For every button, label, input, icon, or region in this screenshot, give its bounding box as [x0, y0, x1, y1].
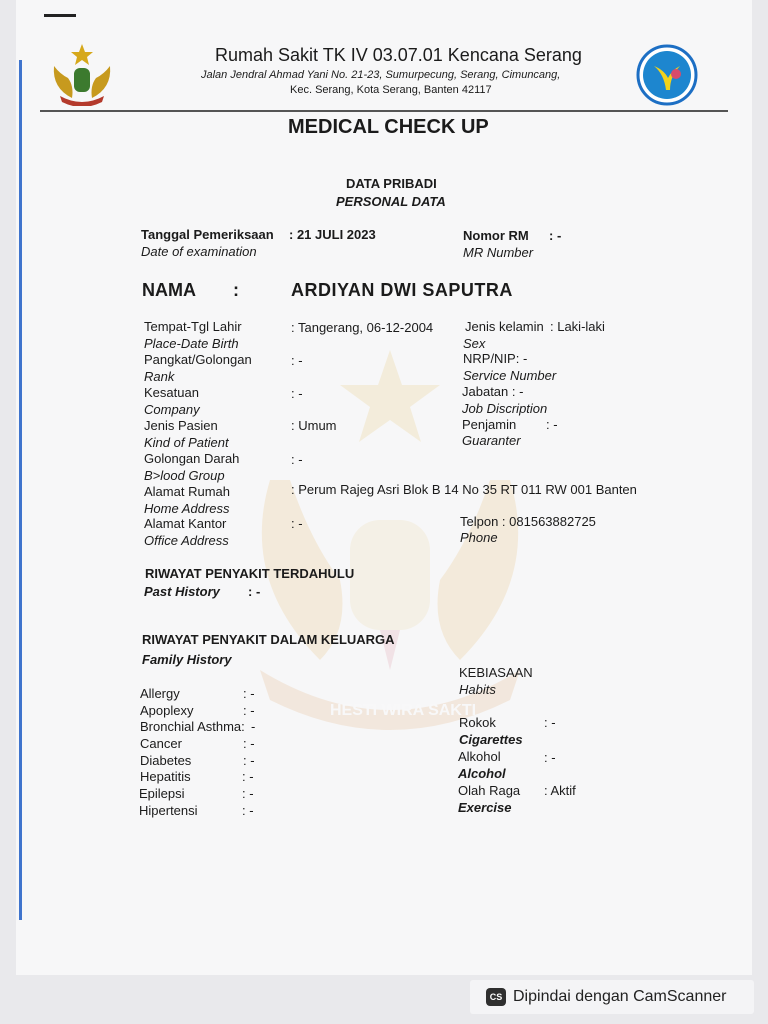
family-history-value: : -	[243, 703, 255, 718]
habits-title-en: Habits	[459, 682, 496, 697]
field-label-en: Place-Date Birth	[144, 336, 239, 351]
guarantor-value: : -	[546, 417, 558, 432]
family-history-value: : -	[243, 686, 255, 701]
mr-number-value: : -	[549, 228, 562, 243]
field-label: Jenis Pasien	[144, 418, 218, 433]
scan-mark	[44, 14, 76, 17]
family-history-item: Hepatitis	[140, 769, 191, 784]
camscanner-icon: CS	[486, 988, 506, 1006]
field-value: : -	[291, 386, 303, 401]
habit-value: : Aktif	[544, 783, 576, 798]
past-history-value: : -	[248, 584, 261, 599]
field-label-en: B>lood Group	[144, 468, 225, 483]
name-colon: :	[233, 280, 239, 300]
field-value: : -	[291, 516, 303, 531]
habit-value: : -	[544, 750, 556, 765]
field-label: Kesatuan	[144, 385, 199, 400]
name-label: NAMA	[142, 280, 196, 300]
field-value: : -	[291, 452, 303, 467]
family-history-value: : -	[242, 786, 254, 801]
family-history-item: Hipertensi	[139, 803, 198, 818]
exam-date-value: : 21 JULI 2023	[289, 227, 376, 242]
family-history-item: Epilepsi	[139, 786, 185, 801]
habit-label-en: Exercise	[458, 800, 512, 815]
family-history-value: : -	[243, 736, 255, 751]
mr-number-label: Nomor RM	[463, 228, 529, 243]
scanner-footer-text: Dipindai dengan CamScanner	[513, 988, 727, 1005]
guarantor-label: Penjamin	[462, 417, 517, 432]
guarantor-label-en: Guaranter	[462, 433, 521, 448]
family-history-value: -	[251, 719, 256, 734]
habit-label: Rokok	[459, 715, 496, 730]
habit-label-en: Alcohol	[458, 766, 506, 781]
field-label-en: Office Address	[144, 533, 229, 548]
field-label-en: Kind of Patient	[144, 435, 229, 450]
mr-number-label-en: MR Number	[463, 245, 534, 260]
habit-label-en: Cigarettes	[459, 732, 523, 747]
exam-date-label: Tanggal Pemeriksaan	[141, 227, 274, 242]
army-emblem-logo	[50, 42, 114, 106]
habit-value: : -	[544, 715, 556, 730]
hospital-name: Rumah Sakit TK IV 03.07.01 Kencana Serang	[215, 45, 582, 65]
watermark-text: HESTI WIRA SAKTI	[330, 702, 477, 719]
field-label: Pangkat/Golongan	[144, 352, 252, 367]
document-title: MEDICAL CHECK UP	[288, 116, 489, 138]
field-label-en: Rank	[144, 369, 175, 384]
field-value: : Perum Rajeg Asri Blok B 14 No 35 RT 011 RW 001 Banten	[291, 482, 637, 497]
family-history-item: Diabetes	[140, 753, 192, 768]
phone-label-en: Phone	[460, 530, 498, 545]
family-history-item: Allergy	[140, 686, 180, 701]
family-history-item: Cancer	[140, 736, 182, 751]
field-label-en: Home Address	[144, 501, 230, 516]
family-history-value: : -	[243, 753, 255, 768]
field-label: Alamat Kantor	[144, 516, 227, 531]
jabatan-label-en: Job Discription	[462, 401, 548, 416]
scanner-footer	[470, 980, 754, 1014]
family-history-label-en: Family History	[142, 652, 232, 667]
habit-label: Alkohol	[458, 749, 501, 764]
past-history-title: RIWAYAT PENYAKIT TERDAHULU	[145, 566, 355, 581]
field-label: Alamat Rumah	[144, 484, 230, 499]
past-history-label-en: Past History	[144, 584, 220, 599]
field-value: : Tangerang, 06-12-2004	[291, 320, 434, 335]
habit-label: Olah Raga	[458, 783, 521, 798]
jabatan-label: Jabatan : -	[462, 384, 524, 399]
hospital-address-line1: Jalan Jendral Ahmad Yani No. 21-23, Sumurpecung, Serang, Cimuncang,	[201, 69, 561, 81]
field-value: : -	[291, 353, 303, 368]
sex-label: Jenis kelamin	[465, 319, 544, 334]
family-history-title: RIWAYAT PENYAKIT DALAM KELUARGA	[142, 632, 395, 647]
field-value: : Umum	[291, 418, 337, 433]
section-title-personal: DATA PRIBADI	[346, 176, 437, 191]
section-title-personal-en: PERSONAL DATA	[336, 194, 446, 209]
hospital-address-line2: Kec. Serang, Kota Serang, Banten 42117	[290, 84, 492, 96]
nrp-label-en: Service Number	[463, 368, 557, 383]
field-label: Tempat-Tgl Lahir	[144, 319, 242, 334]
patient-name: ARDIYAN DWI SAPUTRA	[291, 280, 513, 300]
field-label: Golongan Darah	[144, 451, 240, 466]
hospital-logo	[636, 44, 698, 106]
sex-value: : Laki-laki	[550, 319, 605, 334]
habits-title: KEBIASAAN	[459, 665, 533, 680]
field-label-en: Company	[144, 402, 200, 417]
family-history-value: : -	[242, 769, 254, 784]
nrp-label: NRP/NIP: -	[463, 351, 528, 366]
family-history-item: Bronchial Asthma:	[140, 719, 245, 734]
phone-label: Telpon : 081563882725	[460, 514, 596, 529]
exam-date-label-en: Date of examination	[141, 244, 257, 259]
sex-label-en: Sex	[463, 336, 486, 351]
scan-edge-line	[19, 60, 22, 920]
header-divider	[40, 110, 728, 112]
family-history-value: : -	[242, 803, 254, 818]
family-history-item: Apoplexy	[140, 703, 194, 718]
